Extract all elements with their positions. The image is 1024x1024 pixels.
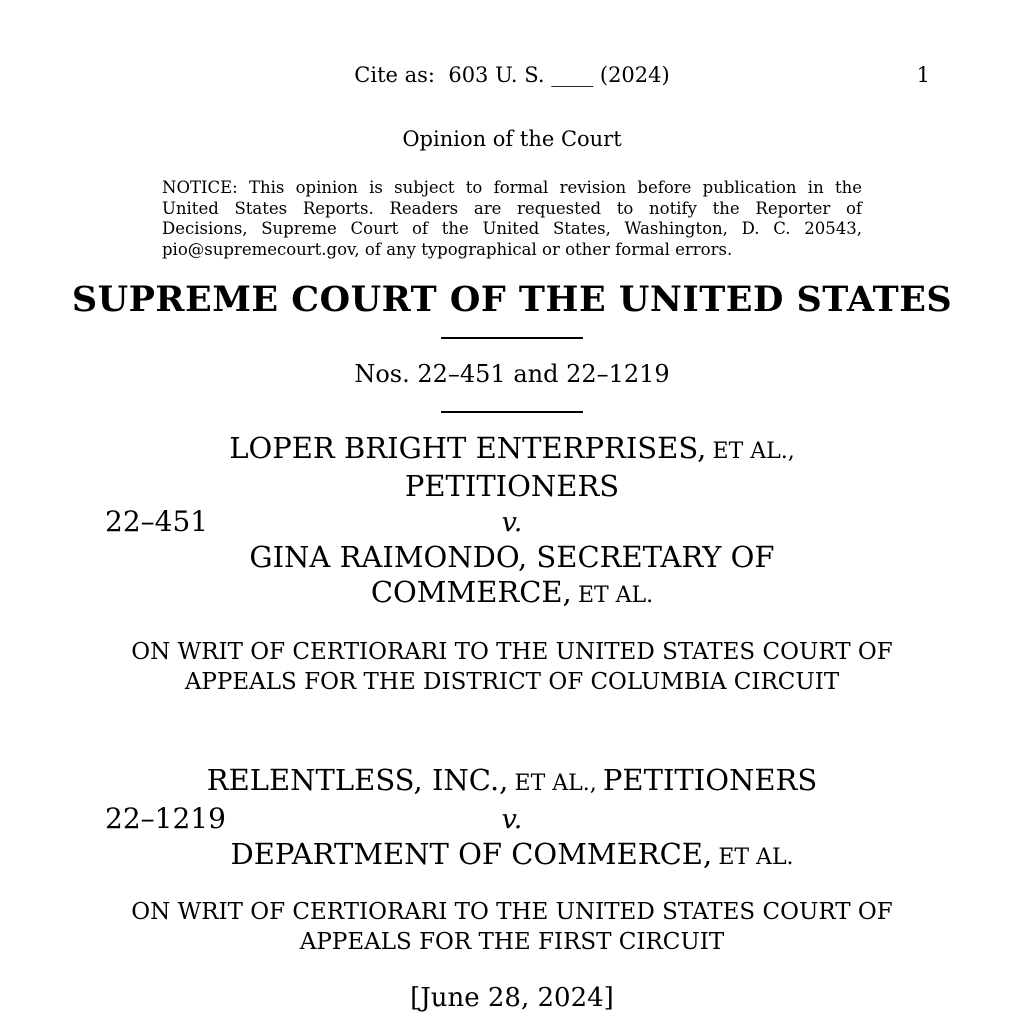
- notice-line: United States Reports. Readers are requested to notify the Reporter of: [162, 198, 862, 218]
- case1-respondent-line1: GINA RAIMONDO, SECRETARY OF: [249, 540, 775, 574]
- case2-writ-line2: APPEALS FOR THE FIRST CIRCUIT: [299, 929, 725, 955]
- case1-docket-number: 22–451: [105, 505, 209, 538]
- case2-respondent-name: DEPARTMENT OF COMMERCE,: [230, 837, 713, 871]
- case1-caption: [0, 431, 1024, 613]
- case1-writ-line1: ON WRIT OF CERTIORARI TO THE UNITED STATES COURT OF: [131, 639, 893, 665]
- case2-respondent-line: [0, 837, 1024, 875]
- case1-petitioner-line2: PETITIONERS: [404, 469, 620, 503]
- case1-respondent-line2: [0, 575, 1024, 613]
- citation-line: Cite as: 603 U. S. ____ (2024): [354, 63, 670, 87]
- page-number: 1: [916, 63, 930, 87]
- case2-petitioner-etal: ET AL.,: [514, 771, 597, 796]
- case1-writ-statement: [0, 637, 1024, 697]
- case2-docket-number: 22–1219: [105, 802, 226, 835]
- case1-versus: v.: [501, 507, 523, 538]
- case1-respondent-etal: ET AL.: [577, 583, 654, 608]
- running-head: [0, 62, 1024, 88]
- case1-petitioner-name: LOPER BRIGHT ENTERPRISES,: [229, 431, 707, 465]
- case2-petitioner-suffix: PETITIONERS: [602, 763, 818, 797]
- notice-line: NOTICE: This opinion is subject to formal revision before publication in the: [162, 178, 862, 197]
- notice-line: Decisions, Supreme Court of the United States, Washington, D. C. 20543,: [162, 219, 862, 238]
- case2-respondent-etal: ET AL.: [718, 845, 794, 870]
- notice-paragraph: [162, 178, 862, 260]
- case2-versus: v.: [501, 804, 523, 835]
- case1-respondent-name: COMMERCE,: [370, 575, 572, 609]
- case2-caption: [0, 763, 1024, 875]
- case2-petitioner-name: RELENTLESS, INC.,: [206, 763, 509, 797]
- case2-writ-statement: [0, 897, 1024, 957]
- divider-rule: [441, 337, 583, 339]
- section-title: Opinion of the Court: [402, 127, 622, 151]
- court-name-heading: SUPREME COURT OF THE UNITED STATES: [71, 279, 953, 320]
- divider-rule: [441, 411, 583, 413]
- case2-petitioner-line: [0, 763, 1024, 801]
- case1-versus-row: [0, 504, 1024, 540]
- case2-writ-line1: ON WRIT OF CERTIORARI TO THE UNITED STATES COURT OF: [131, 899, 893, 925]
- case1-writ-line2: APPEALS FOR THE DISTRICT OF COLUMBIA CIRCUIT: [184, 669, 840, 695]
- case1-petitioner-etal: ET AL.,: [712, 439, 795, 464]
- case1-petitioner-line1: [0, 431, 1024, 469]
- decision-date: [June 28, 2024]: [410, 983, 614, 1013]
- case2-versus-row: [0, 801, 1024, 837]
- docket-numbers-line: Nos. 22–451 and 22–1219: [354, 360, 670, 388]
- notice-line: pio@supremecourt.gov, of any typographical or other formal errors.: [162, 239, 733, 259]
